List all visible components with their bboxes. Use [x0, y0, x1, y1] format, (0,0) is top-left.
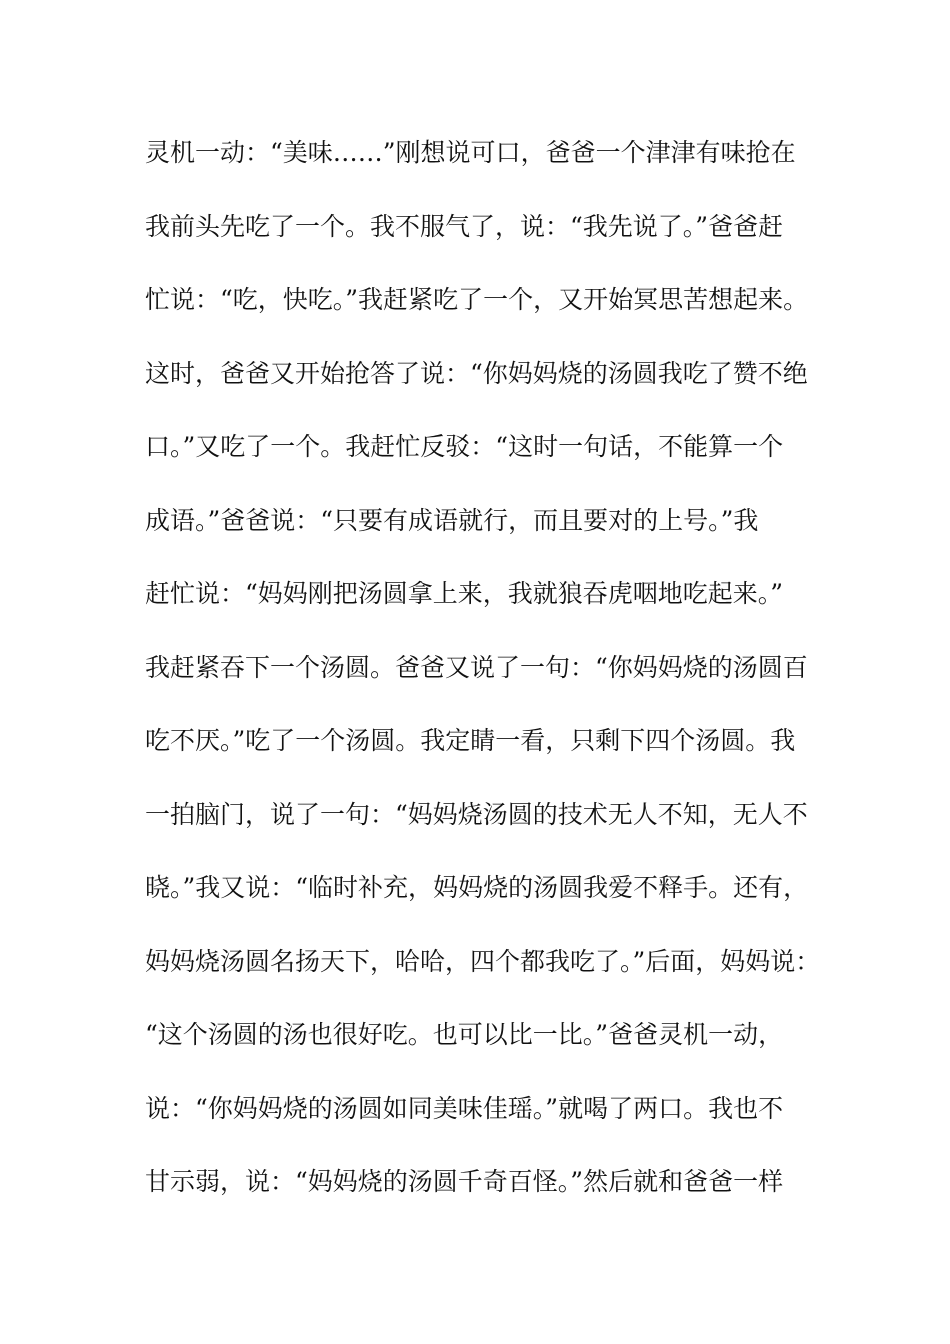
text-line: 我前头先吃了一个。我不服气了，说：“我先说了。”爸爸赶 [145, 211, 784, 241]
text-line: 口。”又吃了一个。我赶忙反驳：“这时一句话，不能算一个 [145, 432, 784, 461]
text-line: 吃不厌。”吃了一个汤圆。我定睛一看，只剩下四个汤圆。我 [145, 726, 796, 755]
text-line: 赶忙说：“妈妈刚把汤圆拿上来，我就狼吞虎咽地吃起来。” [145, 579, 784, 608]
text-line: 晓。”我又说：“临时补充，妈妈烧的汤圆我爱不释手。还有， [145, 873, 809, 902]
text-line: 灵机一动：“美味……”刚想说可口，爸爸一个津津有味抢在 [145, 138, 796, 167]
text-line: 甘示弱，说：“妈妈烧的汤圆千奇百怪。”然后就和爸爸一样 [145, 1167, 784, 1196]
body-text [145, 126, 845, 1229]
text-line: 忙说：“吃，快吃。”我赶紧吃了一个，又开始冥思苦想起来。 [145, 285, 809, 314]
text-line: 这时，爸爸又开始抢答了说：“你妈妈烧的汤圆我吃了赞不绝 [145, 358, 808, 388]
text-line: 说：“你妈妈烧的汤圆如同美味佳瑶。”就喝了两口。我也不 [145, 1093, 784, 1123]
text-line: 我赶紧吞下一个汤圆。爸爸又说了一句：“你妈妈烧的汤圆百 [145, 652, 808, 682]
text-line: 成语。”爸爸说：“只要有成语就行，而且要对的上号。”我 [145, 505, 759, 535]
text-line: 妈妈烧汤圆名扬天下，哈哈，四个都我吃了。”后面，妈妈说： [145, 946, 821, 976]
text-line: 一拍脑门，说了一句：“妈妈烧汤圆的技术无人不知，无人不 [145, 799, 808, 829]
text-line: “这个汤圆的汤也很好吃。也可以比一比。”爸爸灵机一动， [145, 1020, 784, 1049]
